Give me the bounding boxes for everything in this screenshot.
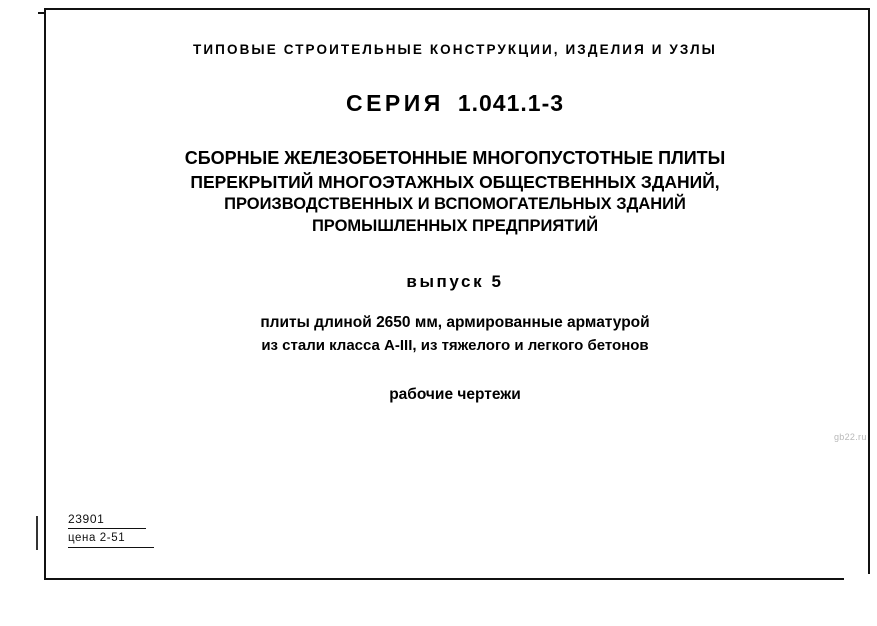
page-border-right: [868, 8, 870, 574]
catalog-stamp: [68, 512, 154, 548]
series-number: 1.041.1-3: [457, 90, 565, 116]
subtitle-line: плиты длиной 2650 мм, армированные арматурой: [260, 314, 650, 332]
document-subtitle: [60, 312, 850, 356]
title-line: СБОРНЫЕ ЖЕЛЕЗОБЕТОННЫЕ МНОГОПУСТОТНЫЕ ПЛИТЫ: [184, 148, 726, 168]
page-border-top: [44, 8, 870, 10]
issue-number: выпуск 5: [406, 272, 504, 292]
title-line: ПРОИЗВОДСТВЕННЫХ И ВСПОМОГАТЕЛЬНЫХ ЗДАНИЙ: [224, 195, 686, 214]
watermark-label: gb22.ru: [834, 432, 867, 442]
title-line: ПРОМЫШЛЕННЫХ ПРЕДПРИЯТИЙ: [311, 217, 599, 236]
document-title: [60, 147, 850, 238]
page-border-tick-top: [38, 12, 46, 14]
stamp-divider: [68, 528, 146, 529]
series-label: СЕРИЯ: [345, 90, 444, 116]
series-designation: [60, 90, 850, 117]
drawings-label: рабочие чертежи: [389, 386, 521, 404]
page-border-tick-bottom: [36, 516, 38, 550]
page-border-left: [44, 8, 46, 580]
page-border-bottom: [44, 578, 844, 580]
subtitle-line: из стали класса А-III, из тяжелого и легкого бетонов: [261, 336, 649, 354]
catalog-price: цена 2-51: [68, 532, 126, 544]
title-line: ПЕРЕКРЫТИЙ МНОГОЭТАЖНЫХ ОБЩЕСТВЕННЫХ ЗДАНИЙ,: [190, 171, 720, 192]
stamp-divider-bottom: [68, 547, 154, 548]
series-headline: ТИПОВЫЕ СТРОИТЕЛЬНЫЕ КОНСТРУКЦИИ, ИЗДЕЛИЯ И УЗЛЫ: [193, 42, 717, 57]
title-page-content: [60, 20, 850, 560]
catalog-code: 23901: [68, 512, 105, 526]
